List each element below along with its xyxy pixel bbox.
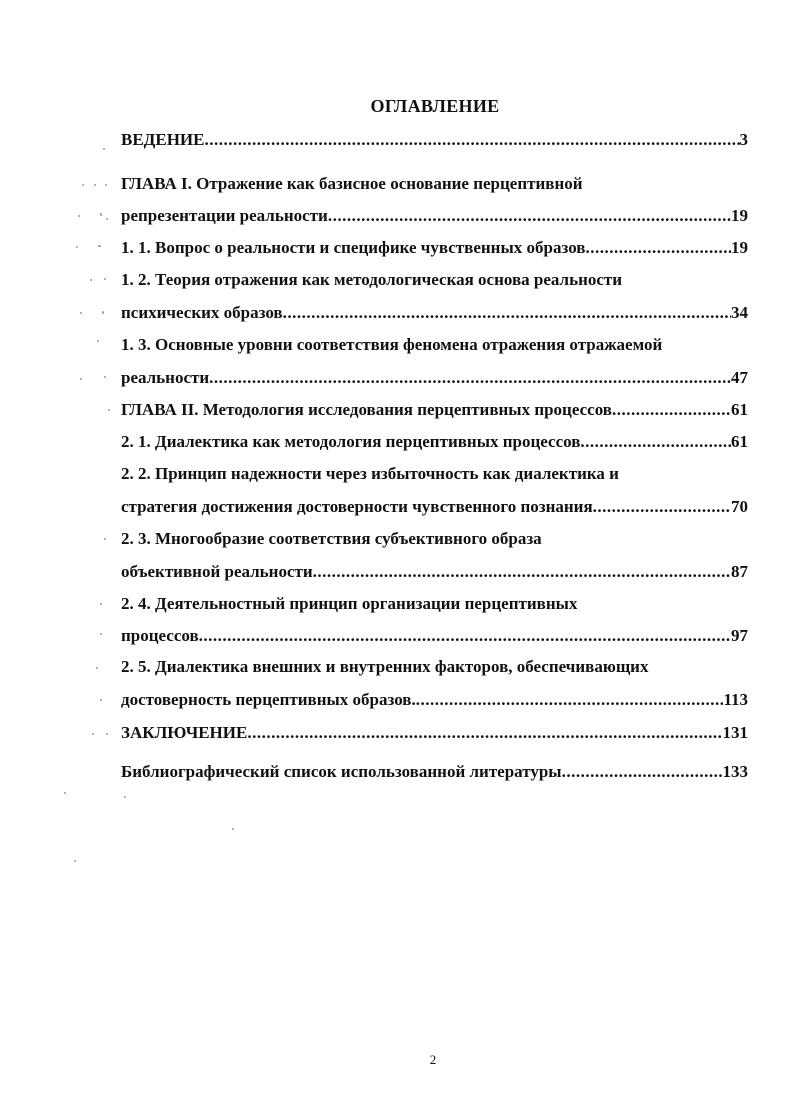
toc-entry-section-2-5-line-1 [121,655,748,679]
toc-entry-text: 1. 1. Вопрос о реальности и специфике чувственных образов [121,238,586,257]
toc-entry-text: ЗАКЛЮЧЕНИЕ [121,723,248,742]
toc-entry-text: 2. 5. Диалектика внешних и внутренних факторов, обеспечивающих [121,657,649,676]
toc-entry-page: 3 [739,130,748,149]
toc-entry-page: 19 [731,206,748,225]
toc-entry-page: 61 [731,400,748,419]
toc-entry-text: 2. 1. Диалектика как методология перцептивных процессов [121,432,581,451]
toc-entry-text: стратегия достижения достоверности чувственного познания [121,497,593,516]
toc-entry-section-1-2-line-2 [121,301,748,325]
toc-entry-text: 2. 2. Принцип надежности через избыточность как диалектика и [121,464,619,483]
toc-entry-section-2-4-line-1 [121,592,748,616]
toc-entry-text: ГЛАВА II. Методология исследования перцептивных процессов [121,400,612,419]
toc-leader-dots [562,760,723,784]
toc-entry-section-2-3-line-2 [121,560,748,584]
toc-entry-text: 2. 4. Деятельностный принцип организации перцептивных [121,594,578,613]
toc-entry-section-2-4-line-2 [121,624,748,648]
toc-entry-section-1-3-line-1 [121,333,748,357]
toc-leader-dots [585,236,731,260]
toc-entry-text: репрезентации реальности [121,206,328,225]
toc-entry-text: достоверность перцептивных образов. [121,690,416,709]
toc-entry-chapter-1-line-2 [121,204,748,228]
toc-entry-page: 34 [731,303,748,322]
toc-entry-page: 70 [731,497,748,516]
toc-entry-section-1-2-line-1 [121,268,748,292]
toc-entry-section-2-3-line-1 [121,527,748,551]
toc-entry-section-2-5-line-2 [121,688,748,712]
toc-entry-page: 133 [722,762,748,781]
toc-entry-text: 2. 3. Многообразие соответствия субъективного образа [121,529,542,548]
toc-leader-dots [283,301,731,325]
toc-entry-text: объективной реальности [121,562,313,581]
toc-leader-dots [593,495,731,519]
toc-leader-dots [199,624,731,648]
toc-entry-page: 113 [723,690,748,709]
toc-entry-page: 97 [731,626,748,645]
toc-entry-text: психических образов [121,303,283,322]
toc-entry-page: 87 [731,562,748,581]
toc-leader-dots [612,398,731,422]
toc-leader-dots [205,128,740,152]
toc-entry-section-2-1 [121,430,748,454]
toc-entry-section-2-2-line-2 [121,495,748,519]
toc-entry-conclusion [121,721,748,745]
toc-entry-text: 1. 3. Основные уровни соответствия феномена отражения отражаемой [121,335,663,354]
toc-leader-dots [209,366,731,390]
toc-entry-section-1-1 [121,236,748,260]
toc-entry-text: ГЛАВА I. Отражение как базисное основание перцептивной [121,174,583,193]
toc-entry-section-1-3-line-2 [121,366,748,390]
toc-entry-text: процессов [121,626,199,645]
toc-entry-text: Библиографический список использованной литературы [121,762,562,781]
page-number: 2 [429,1052,437,1067]
toc-entry-text: 1. 2. Теория отражения как методологическая основа реальности [121,270,623,289]
toc-entry-introduction [121,128,748,152]
toc-entry-chapter-2 [121,398,748,422]
toc-entry-section-2-2-line-1 [121,462,748,486]
toc-entry-text: ВЕДЕНИЕ [121,130,205,149]
toc-entry-page: 47 [731,368,748,387]
toc-entry-page: 19 [731,238,748,257]
toc-entry-page: 61 [731,432,748,451]
toc-entry-page: 131 [722,723,748,742]
toc-leader-dots [313,560,731,584]
toc-leader-dots [247,721,722,745]
toc-entry-text: реальности [121,368,210,387]
toc-leader-dots [328,204,731,228]
toc-leader-dots [580,430,731,454]
toc-entry-chapter-1-line-1 [121,172,748,196]
toc-leader-dots [416,688,724,712]
toc-entry-bibliography [121,760,748,784]
page-title: ОГЛАВЛЕНИЕ [370,96,500,116]
